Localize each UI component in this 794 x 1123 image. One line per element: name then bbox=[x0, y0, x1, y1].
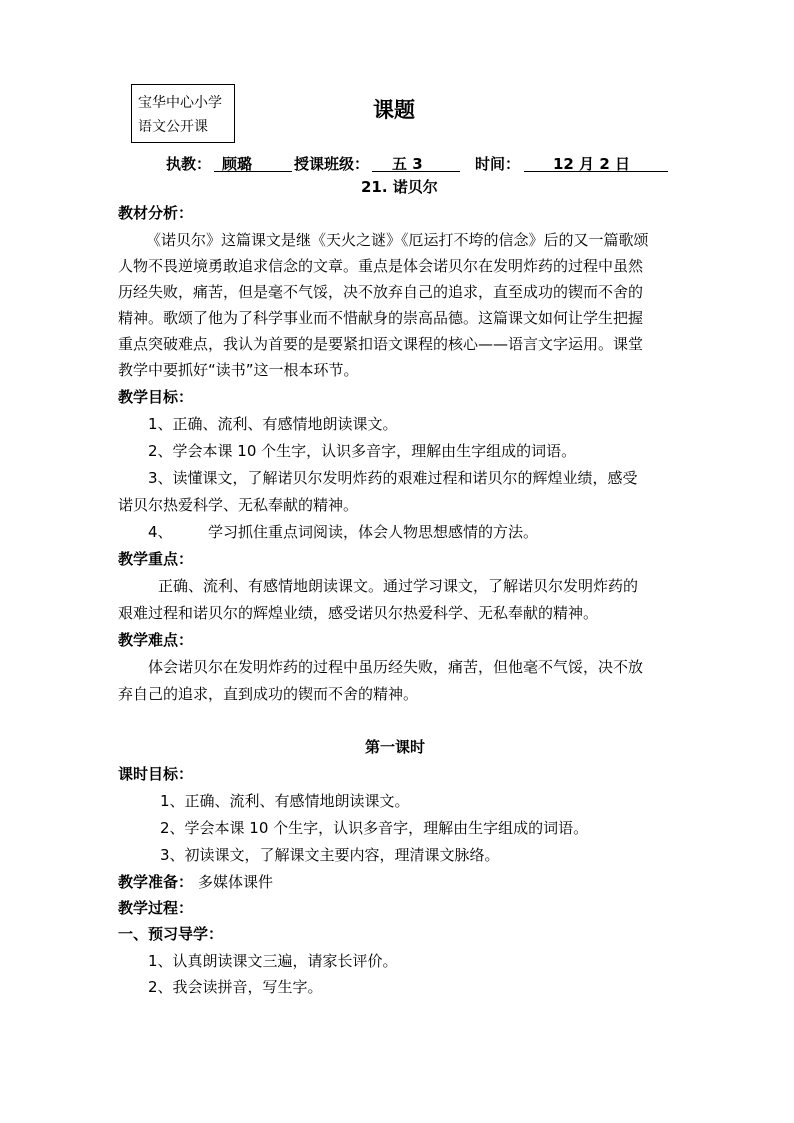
period-goals-heading: 课时目标： bbox=[118, 765, 194, 783]
school-label-box bbox=[131, 84, 235, 143]
period-goal-3: 3、初读课文，了解课文主要内容，理清课文脉络。 bbox=[160, 846, 500, 864]
analysis-line: 历经失败，痛苦，但是毫不气馁，决不放弃自己的追求，直至成功的锲而不舍的 bbox=[118, 283, 644, 301]
analysis-line: 《诺贝尔》这篇课文是继《天火之谜》《厄运打不垮的信念》后的又一篇歌颂 bbox=[146, 231, 649, 249]
class-label: 授课班级： bbox=[294, 155, 370, 173]
time-value: 12 月 2 日 bbox=[553, 155, 630, 173]
goal-item-1: 1、正确、流利、有感情地朗读课文。 bbox=[148, 415, 398, 433]
keypoint-heading: 教学重点： bbox=[118, 550, 194, 568]
goal-item-3-cont: 诺贝尔热爱科学、无私奉献的精神。 bbox=[118, 496, 359, 514]
teacher-label: 执教： bbox=[166, 155, 212, 173]
course-type: 语文公开课 bbox=[138, 119, 208, 135]
lesson-title: 21. 诺贝尔 bbox=[361, 178, 438, 196]
teacher-value: 顾璐 bbox=[222, 155, 253, 173]
time-label: 时间： bbox=[475, 155, 521, 173]
keypoint-line: 正确、流利、有感情地朗读课文。通过学习课文，了解诺贝尔发明炸药的 bbox=[158, 577, 639, 595]
process-heading: 教学过程： bbox=[118, 899, 194, 917]
goals-heading: 教学目标： bbox=[118, 388, 194, 406]
prep-label: 教学准备： bbox=[118, 873, 194, 891]
keypoint-line: 艰难过程和诺贝尔的辉煌业绩，感受诺贝尔热爱科学、无私奉献的精神。 bbox=[118, 604, 599, 622]
analysis-paragraph bbox=[118, 227, 649, 383]
difficulty-line: 弃自己的追求，直到成功的锲而不舍的精神。 bbox=[118, 685, 419, 703]
analysis-line: 重点突破难点，我认为首要的是要紧扣语文课程的核心——语言文字运用。课堂 bbox=[118, 335, 644, 353]
class-value: 五 3 bbox=[392, 155, 423, 173]
time-underline bbox=[524, 171, 668, 172]
analysis-line: 精神。歌颂了他为了科学事业而不惜献身的崇高品德。这篇课文如何让学生把握 bbox=[118, 309, 644, 327]
period-goal-1: 1、正确、流利、有感情地朗读课文。 bbox=[160, 792, 410, 810]
section-1-heading: 一、预习导学： bbox=[118, 925, 224, 943]
prep-value: 多媒体课件 bbox=[198, 873, 274, 891]
step-2: 2、我会读拼音，写生字。 bbox=[148, 978, 323, 996]
goal-item-4: 学习抓住重点词阅读，体会人物思想感情的方法。 bbox=[208, 523, 539, 541]
step-1: 1、认真朗读课文三遍，请家长评价。 bbox=[148, 952, 398, 970]
difficulty-line: 体会诺贝尔在发明炸药的过程中虽历经失败，痛苦，但他毫不气馁，决不放 bbox=[148, 658, 644, 676]
analysis-heading: 教材分析： bbox=[118, 204, 194, 222]
page-title: 课题 bbox=[373, 98, 415, 122]
period-goal-2: 2、学会本课 10 个生字，认识多音字，理解由生字组成的词语。 bbox=[160, 819, 589, 837]
period-title: 第一课时 bbox=[365, 738, 426, 756]
school-name: 宝华中心小学 bbox=[138, 95, 222, 111]
difficulty-heading: 教学难点： bbox=[118, 631, 194, 649]
analysis-line: 教学中要抓好“读书”这一根本环节。 bbox=[118, 361, 359, 379]
analysis-line: 人物不畏逆境勇敢追求信念的文章。重点是体会诺贝尔在发明炸药的过程中虽然 bbox=[118, 257, 644, 275]
goal-item-3: 3、读懂课文，了解诺贝尔发明炸药的艰难过程和诺贝尔的辉煌业绩，感受 bbox=[148, 469, 638, 487]
class-underline bbox=[372, 171, 460, 172]
teacher-underline bbox=[214, 171, 292, 172]
goal-item-2: 2、学会本课 10 个生字，认识多音字，理解由生字组成的词语。 bbox=[148, 442, 577, 460]
goal-item-4-number: 4、 bbox=[148, 523, 173, 541]
